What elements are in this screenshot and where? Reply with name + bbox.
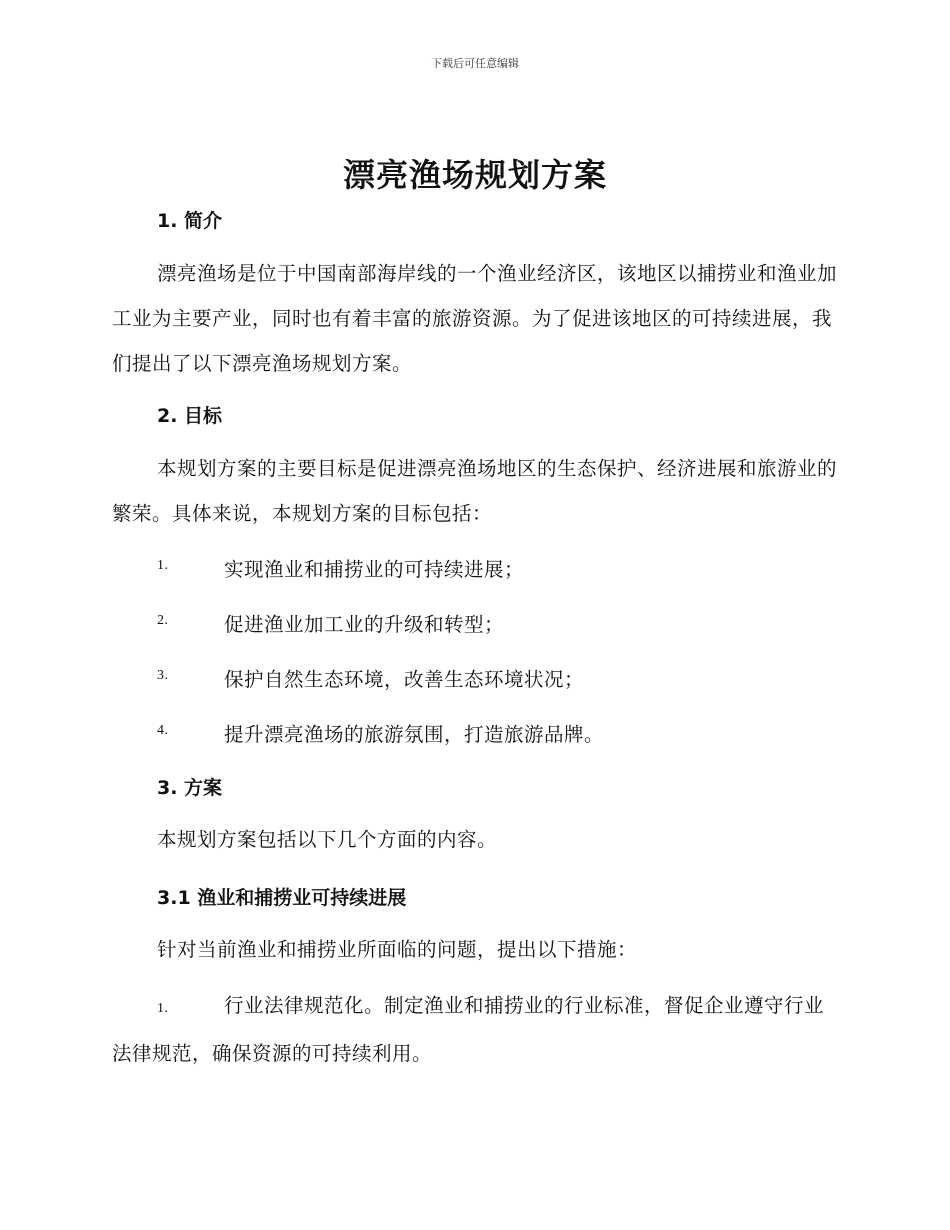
intro-paragraph: 漂亮渔场是位于中国南部海岸线的一个渔业经济区，该地区以捕捞业和渔业加工业为主要产业，同时也有着丰富的旅游资源。为了促进该地区的可持续进展，我们提出了以下漂亮渔场规划方案。 (112, 262, 838, 375)
subsection-3-1-paragraph: 针对当前渔业和捕捞业所面临的问题，提出以下措施： (157, 938, 638, 961)
list-text: 提升漂亮渔场的旅游氛围，打造旅游品牌。 (224, 723, 605, 746)
measure-item-1 (112, 983, 842, 1076)
list-number: 3. (157, 668, 169, 683)
list-number: 4. (157, 723, 169, 738)
list-text: 保护自然生态环境，改善生态环境状况； (224, 668, 585, 691)
section-heading-plan: 3. 方案 (157, 777, 223, 799)
list-text: 实现渔业和捕捞业的可持续进展； (224, 558, 525, 581)
list-number: 2. (157, 613, 169, 628)
page-header: 下载后可任意编辑 (431, 57, 519, 70)
list-text: 促进渔业加工业的升级和转型； (224, 613, 505, 636)
list-number: 1. (157, 558, 169, 573)
goals-paragraph: 本规划方案的主要目标是促进漂亮渔场地区的生态保护、经济进展和旅游业的繁荣。具体来说，本规划方案的目标包括： (112, 457, 838, 525)
plan-paragraph: 本规划方案包括以下几个方面的内容。 (157, 828, 498, 851)
list-text: 行业法律规范化。制定渔业和捕捞业的行业标准，督促企业遵守行业法律规范，确保资源的可持续利用。 (112, 994, 825, 1065)
section-heading-goals: 2. 目标 (157, 405, 223, 427)
section-heading-intro: 1. 简介 (157, 210, 223, 232)
list-number: 1. (157, 1001, 169, 1016)
document-title: 漂亮渔场规划方案 (342, 156, 607, 194)
subsection-heading-3-1: 3.1 渔业和捕捞业可持续进展 (157, 887, 407, 909)
